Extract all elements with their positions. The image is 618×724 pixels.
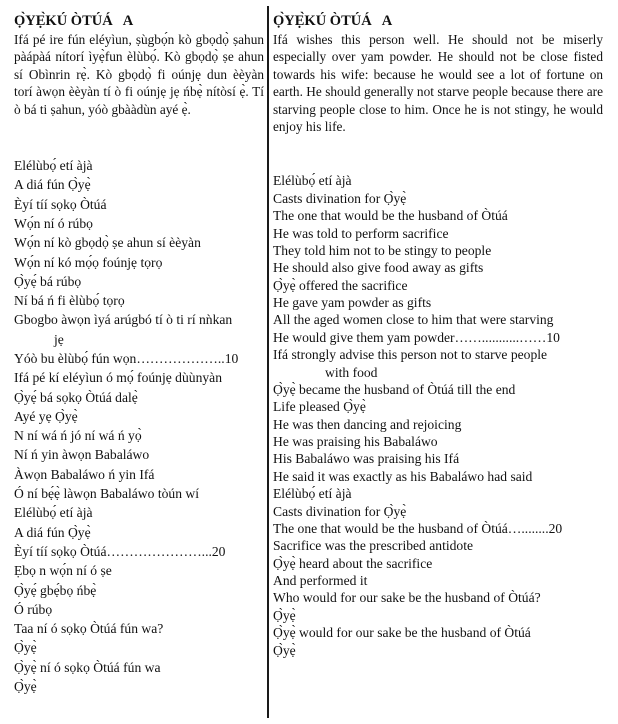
verse-line: They told him not to be stingy to people (273, 242, 492, 258)
verse-line: Elélùbọ́ etí àjà (14, 158, 93, 174)
verse-line: Ọ̀yẹ̀ offered the sacrifice (273, 277, 408, 293)
verse-line: Yóò bu èlùbọ́ fún wọn………………..10 (14, 351, 239, 366)
verse-line: Elélùbọ́ etí àjà (273, 486, 352, 502)
verse-line: And performed it (273, 573, 368, 589)
verse-line: Ẹbọ n wọ́n ní ó ṣe (14, 563, 112, 579)
verse-line: Ọ̀yẹ́ gbẹ́bọ ńbẹ̀ (14, 582, 97, 598)
verse-line: A diá fún Ọ̀yẹ̀ (14, 524, 91, 540)
verse-line: Ó ní bẹ́ẹ̀ làwọn Babaláwo tòún wí (14, 486, 199, 502)
verse-line: Ọ̀yẹ́ bá rúbọ (14, 273, 82, 289)
yoruba-intro-paragraph: Ifá pé ire fún eléyìun, ṣùgbọ́n kò gbọdọ̀ ṣahun pàápàá nítorí ìyẹ̀fun èlùbọ́. Kò gbọdọ̀ ṣe ahun sí Obìnrin rẹ̀. Kò gbọdọ̀ fi oúnjẹ dun èèyàn torí àwọn èèyàn tí ò fi oúnjẹ jẹ ńbẹ̀ nítòsí ẹ̀. Tí ò bá ti ṣahun, yóò gbààdùn ayé ẹ̀. (14, 32, 264, 117)
verse-line: Wọ́n ní ó rúbọ (14, 215, 93, 231)
english-verse-list (273, 172, 603, 659)
verse-line: N ní wá ń jó ní wá ń yọ̀ (14, 428, 142, 444)
yoruba-title: Ọ̀YẸ̀KÚ ÒTÚÁ A (14, 13, 134, 29)
verse-line: Ifá strongly advise this person not to starve people (273, 347, 548, 363)
verse-line: Elélùbọ́ etí àjà (273, 173, 352, 189)
verse-line: Ọ̀yẹ̀ heard about the sacrifice (273, 555, 433, 571)
verse-line: Ó rúbọ (14, 601, 53, 617)
verse-line: Casts divination for Ọ̀yẹ̀ (273, 190, 407, 206)
verse-line: Àwọn Babaláwo ń yin Ifá (14, 466, 155, 482)
english-title: Ọ̀YẸ̀KÚ ÒTÚÁ A (273, 13, 393, 29)
column-divider (267, 6, 269, 718)
verse-line: Ọ̀yẹ̀ (273, 642, 296, 658)
verse-line: He gave yam powder as gifts (273, 295, 432, 311)
verse-line: Èyí tíí sọkọ Òtúá…………………...20 (14, 543, 226, 559)
verse-line: Life pleased Ọ̀yẹ̀ (273, 399, 366, 415)
verse-line: He was praising his Babaláwo (273, 434, 438, 450)
yoruba-column (14, 13, 264, 696)
verse-line: He said it was exactly as his Babaláwo had said (273, 468, 533, 484)
verse-line: Ọ̀yẹ̀ became the husband of Òtúá till the end (273, 381, 516, 397)
verse-line: Ọ̀yẹ̀ ní ó sọkọ Òtúá fún wa (14, 659, 161, 675)
english-column (273, 13, 603, 659)
verse-line: Ifá pé kí eléyìun ó mọ́ foúnjẹ dùùnyàn (14, 370, 223, 386)
verse-line: His Babaláwo was praising his Ifá (273, 451, 460, 467)
verse-line: He would give them yam powder……...........……10 (273, 329, 560, 345)
verse-line: Ọ̀yẹ̀ would for our sake be the husband of Òtúá (273, 625, 531, 641)
verse-line: Who would for our sake be the husband of Òtúá? (273, 590, 541, 606)
verse-line: The one that would be the husband of Òtúá…........20 (273, 520, 563, 536)
verse-line: Wọ́n ní kó mọ́ọ foúnjẹ tọrọ (14, 254, 163, 270)
verse-line: Gbogbo àwọn ìyá arúgbó tí ò ti rí nǹkan (14, 312, 233, 328)
verse-line: The one that would be the husband of Òtúá (273, 208, 508, 224)
verse-line: Ní bá ń fi èlùbọ́ tọrọ (14, 293, 125, 309)
verse-line: All the aged women close to him that were starving (273, 312, 554, 328)
verse-line: jẹ (54, 331, 64, 347)
verse-line: Elélùbọ́ etí àjà (14, 505, 93, 521)
verse-line: Ní ń yin àwọn Babaláwo (14, 447, 150, 463)
verse-line: Sacrifice was the prescribed antidote (273, 538, 474, 554)
verse-line: He should also give food away as gifts (273, 260, 484, 276)
verse-line: Ayé yẹ Ọ̀yẹ̀ (14, 408, 78, 424)
verse-line: Ọ̀yẹ̀ (14, 679, 37, 695)
yoruba-verse-list (14, 156, 264, 696)
verse-line: He was then dancing and rejoicing (273, 416, 462, 432)
english-intro-paragraph: Ifá wishes this person well. He should not be miserly especially over yam powder. He should not be close fisted towards his wife: because he would see a lot of fortune on earth. He should generally not starve people because there are starving people close to him. Once he is not stingy, he would enjoy his life. (273, 32, 603, 135)
verse-line: with food (325, 364, 378, 380)
verse-line: Wọ́n ní kò gbọdọ̀ ṣe ahun sí èèyàn (14, 235, 201, 251)
verse-line: Ọ̀yẹ̀ (14, 640, 37, 656)
verse-line: He was told to perform sacrifice (273, 225, 449, 241)
verse-line: Èyí tíí sọkọ Òtúá (14, 196, 107, 212)
verse-line: Ọ̀yẹ̀ (273, 607, 296, 623)
verse-line: Casts divination for Ọ̀yẹ̀ (273, 503, 407, 519)
verse-line: Ọ̀yẹ́ bá sọkọ Òtúá dalẹ̀ (14, 389, 138, 405)
verse-line: Taa ní ó sọkọ Òtúá fún wa? (14, 621, 164, 637)
verse-line: A diá fún Ọ̀yẹ̀ (14, 177, 91, 193)
